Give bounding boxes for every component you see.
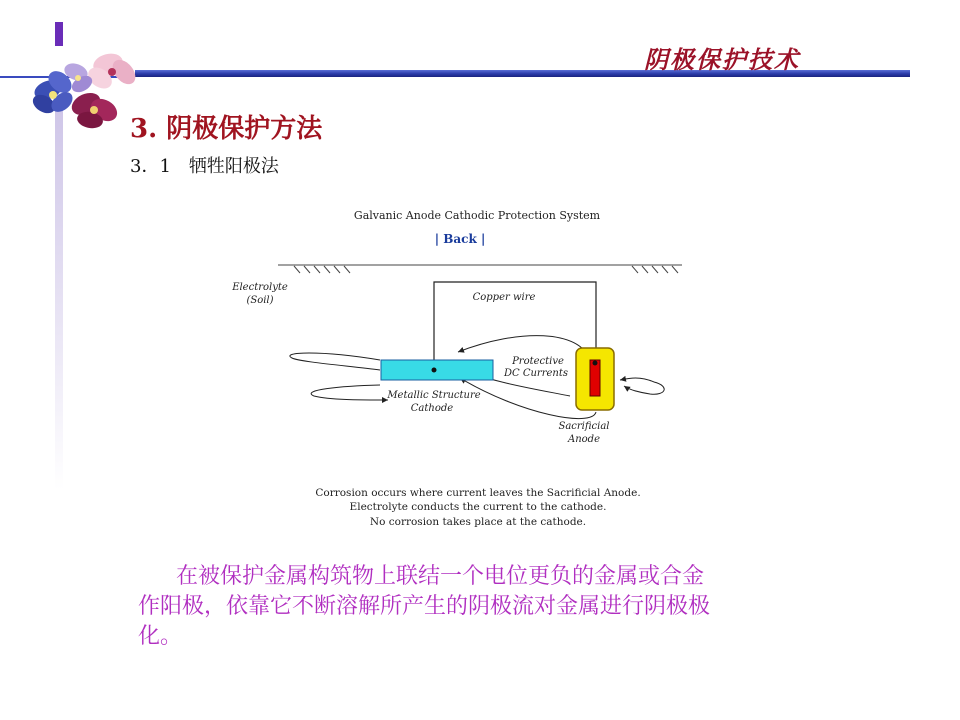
anode-connection-point [593, 361, 598, 366]
current-arrow-right-upper [620, 378, 654, 382]
flower-magenta-icon [68, 89, 121, 130]
current-arrow-right-loop [624, 382, 664, 394]
sacrificial-label: Sacrificial [558, 421, 610, 432]
ground-surface [278, 265, 682, 273]
back-link[interactable]: | Back | [434, 232, 486, 246]
protective-label: Protective [512, 356, 564, 367]
section-title: 3. 阴极保护方法 [130, 114, 323, 144]
subsection-title: 3．1 牺牲阳极法 [130, 156, 279, 177]
body-line-3: 化。 [138, 624, 183, 649]
diagram-title: Galvanic Anode Cathodic Protection System [353, 209, 601, 222]
accent-bar-left [55, 110, 63, 490]
flower-pink-icon [84, 50, 140, 92]
current-arrow-left-loop [290, 353, 380, 370]
current-arrow-left-lower [311, 385, 388, 400]
body-line-1 [138, 562, 838, 592]
header-title: 阴极保护技术 [644, 45, 800, 74]
electrolyte-label: Electrolyte [232, 282, 288, 293]
caption-line-3: No corrosion takes place at the cathode. [369, 516, 587, 528]
cathode-label: Cathode [410, 403, 454, 414]
anode-label: Anode [567, 434, 601, 445]
cathode-connection-point [432, 368, 437, 373]
metallic-structure-cathode [381, 360, 493, 380]
body-line-2: 作阳极，依靠它不断溶解所产生的阴极流对金属进行阴极极 [138, 594, 711, 619]
body-paragraph [138, 562, 838, 652]
caption-line-1: Corrosion occurs where current leaves the Sacrificial Anode. [315, 487, 641, 499]
dc-currents-label: DC Currents [503, 368, 569, 379]
cathodic-protection-diagram [220, 200, 720, 540]
electrolyte-sub-label: (Soil) [246, 295, 274, 306]
metallic-structure-label: Metallic Structure [387, 390, 481, 401]
caption-line-2: Electrolyte conducts the current to the cathode. [349, 501, 607, 513]
copper-wire-label: Copper wire [472, 292, 536, 303]
body-line-1-text: 在被保护金属构筑物上联结一个电位更负的金属或合金 [176, 564, 705, 589]
